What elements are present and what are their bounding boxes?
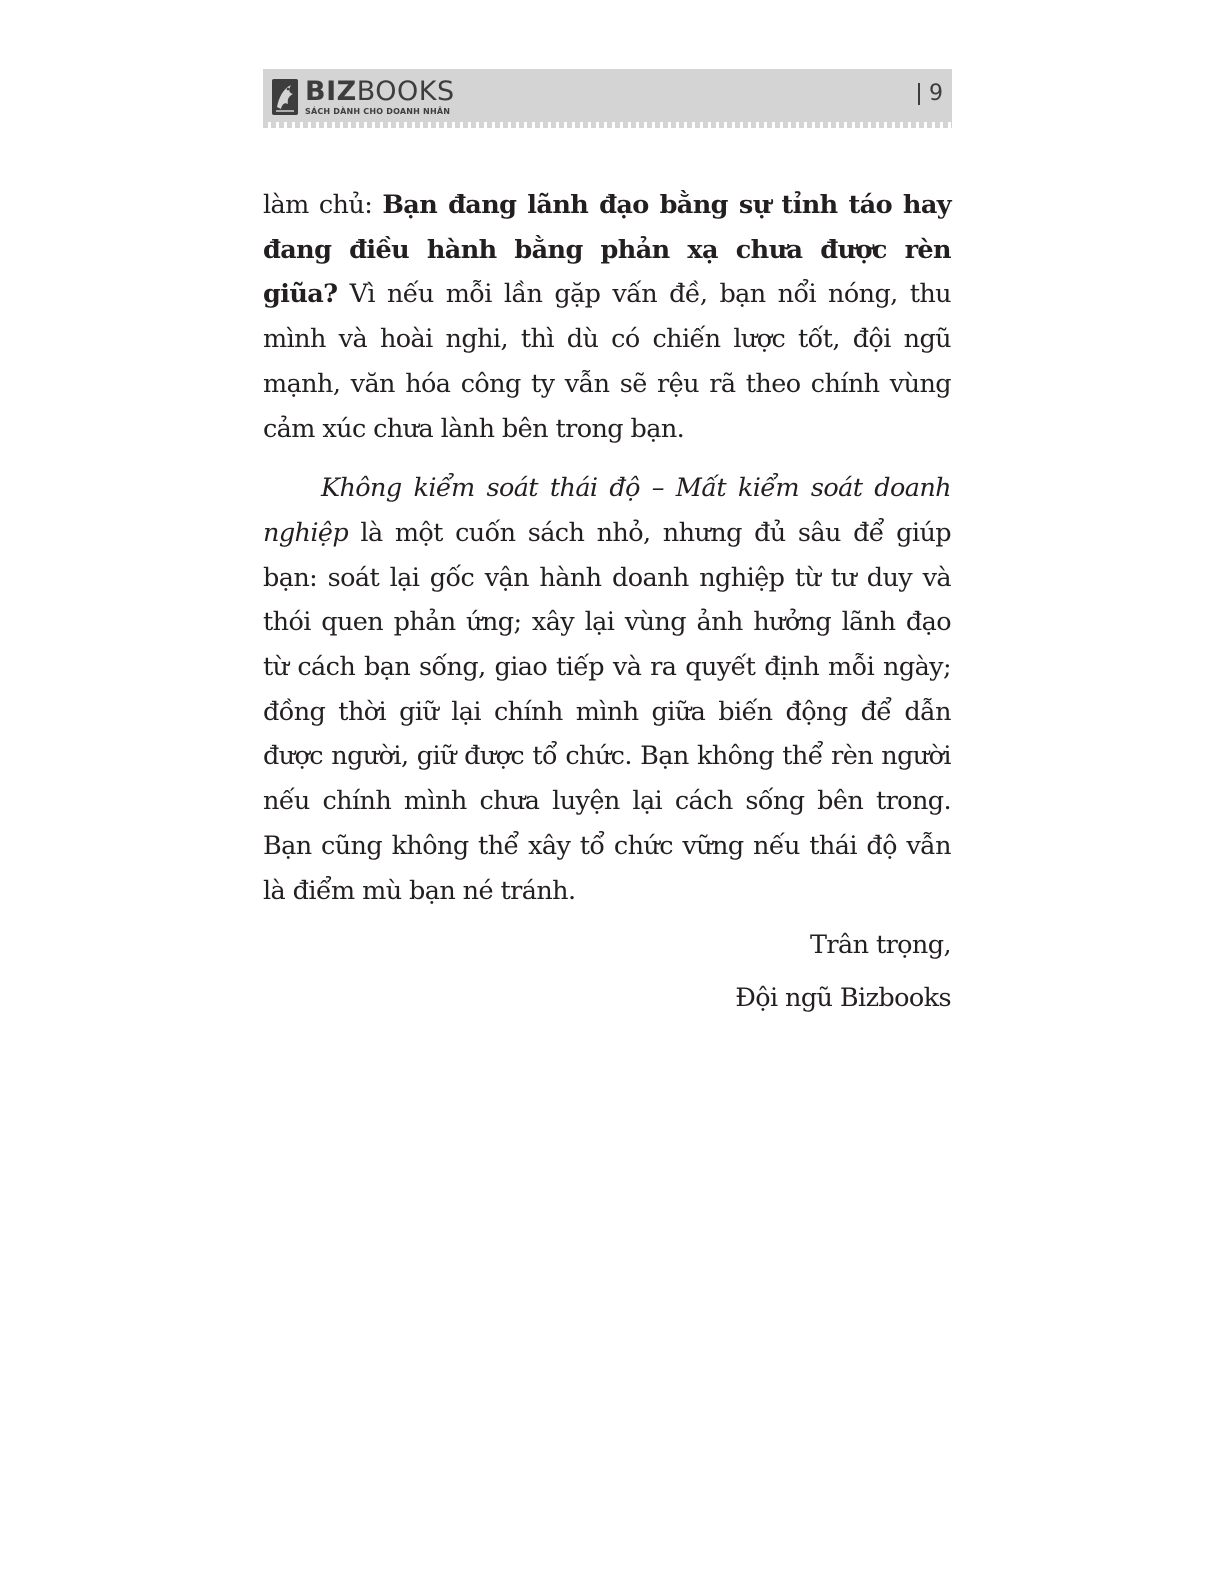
eagle-head-icon — [271, 77, 299, 117]
logo-brand — [305, 78, 455, 105]
signoff-greeting: Trân trọng, — [810, 930, 951, 960]
paragraph-1-bold-question: Bạn đang lãnh đạo bằng sự tỉnh táo hay đang điều hành bằng phản xạ chưa được rèn giũa? — [263, 190, 951, 310]
logo-text — [305, 78, 455, 116]
bizbooks-logo — [271, 75, 455, 119]
running-header — [263, 69, 952, 125]
page-number-value: 9 — [929, 81, 943, 106]
paragraph-1 — [263, 183, 951, 451]
page-number-divider — [918, 83, 920, 105]
body-text — [263, 183, 951, 913]
paragraph-1-rest: Vì nếu mỗi lần gặp vấn đề, bạn nổi nóng, thu mình và hoài nghi, thì dù có chiến lược tốt, đội ngũ mạnh, văn hóa công ty vẫn sẽ rệu rã theo chính vùng cảm xúc chưa lành bên trong bạn. — [263, 279, 951, 444]
book-title-italic: Không kiểm soát thái độ – Mất kiểm soát doanh nghiệp — [263, 473, 951, 548]
logo-brand-bold: BIZ — [305, 76, 357, 107]
signoff-signature: Đội ngũ Bizbooks — [735, 983, 951, 1013]
logo-brand-light: BOOKS — [356, 76, 455, 107]
logo-tagline: SÁCH DÀNH CHO DOANH NHÂN — [305, 107, 451, 116]
paragraph-2 — [263, 466, 951, 913]
paragraph-1-lead: làm chủ: — [263, 190, 383, 220]
paragraph-2-rest: là một cuốn sách nhỏ, nhưng đủ sâu để giúp bạn: soát lại gốc vận hành doanh nghiệp từ tư duy và thói quen phản ứng; xây lại vùng ảnh hưởng lãnh đạo từ cách bạn sống, giao tiếp và ra quyết định mỗi ngày; đồng thời giữ lại chính mình giữa biến động để dẫn được người, giữ được tổ chức. Bạn không thể rèn người nếu chính mình chưa luyện lại cách sống bên trong. Bạn cũng không thể xây tổ chức vững nếu thái độ vẫn là điểm mù bạn né tránh. — [263, 517, 951, 906]
page-number — [918, 81, 943, 106]
